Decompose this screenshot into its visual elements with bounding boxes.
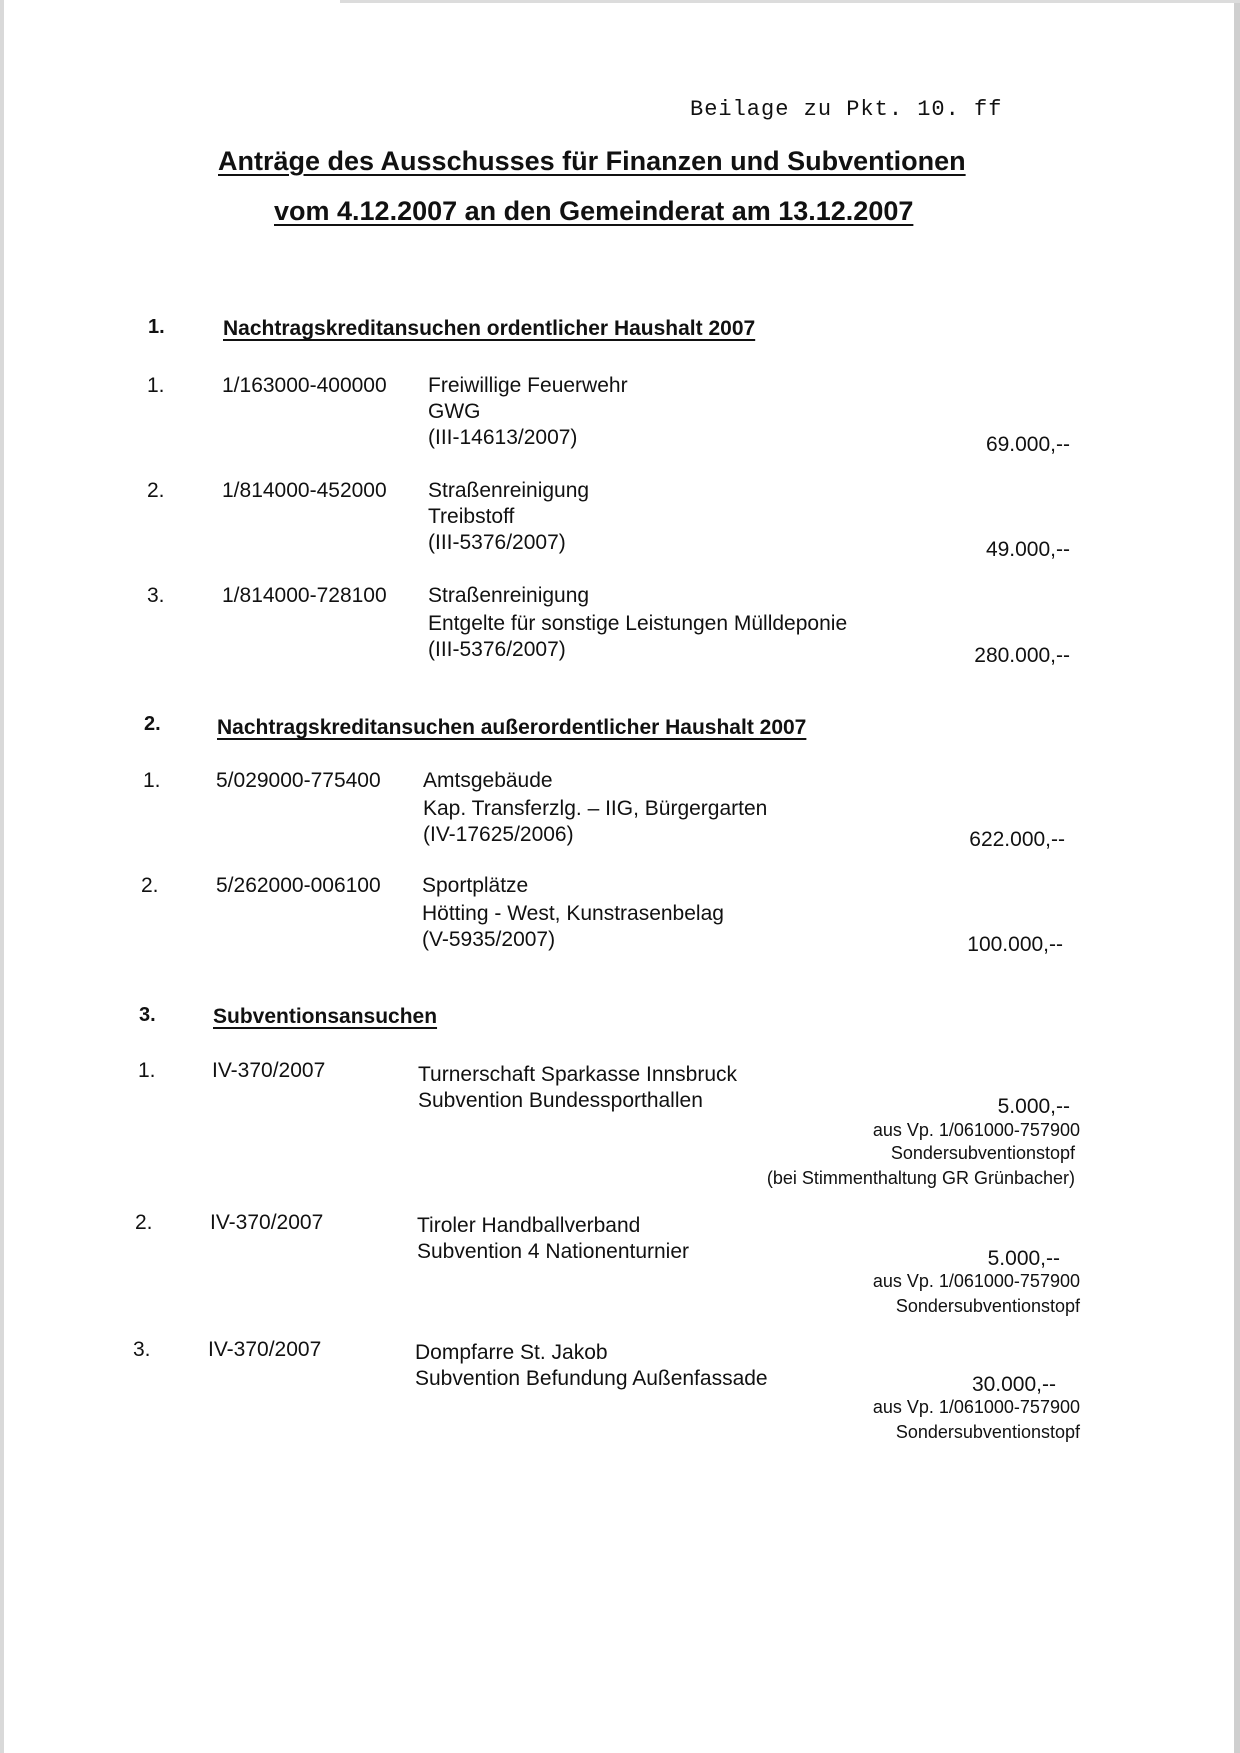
s3-item-3-line-2: Subvention Befundung Außenfassade <box>415 1367 768 1390</box>
s2-item-1-line-3: (IV-17625/2006) <box>423 823 574 846</box>
s3-item-1-line-2: Subvention Bundessporthallen <box>418 1089 703 1112</box>
s1-item-2-code: 1/814000-452000 <box>222 479 387 502</box>
s1-item-3-line-3: (III-5376/2007) <box>428 638 566 661</box>
s2-item-2-number: 2. <box>141 874 159 897</box>
s3-item-2-note-1: aus Vp. 1/061000-757900 <box>872 1271 1080 1291</box>
s3-item-1-line-1: Turnerschaft Sparkasse Innsbruck <box>418 1063 738 1086</box>
s1-item-2-line-3: (III-5376/2007) <box>428 531 566 554</box>
s2-item-1-amount: 622.000,-- <box>969 828 1065 851</box>
s3-item-1-amount: 5.000,-- <box>997 1095 1070 1118</box>
s1-item-3-line-2: Entgelte für sonstige Leistungen Mülldeponie <box>428 612 848 635</box>
s2-item-2-amount: 100.000,-- <box>967 933 1063 956</box>
section-1-number: 1. <box>148 316 165 338</box>
s3-item-3-number: 3. <box>133 1338 151 1361</box>
section-3-number: 3. <box>139 1004 156 1026</box>
s3-item-3-note-2: Sondersubventionstopf <box>895 1422 1080 1442</box>
s3-item-2-note-2: Sondersubventionstopf <box>895 1296 1080 1316</box>
attachment-reference: Beilage zu Pkt. 10. ff <box>690 97 1003 122</box>
scan-edge-top <box>340 0 1240 3</box>
s3-item-3-code: IV-370/2007 <box>208 1338 322 1361</box>
section-2-number: 2. <box>144 713 161 735</box>
s1-item-1-line-1: Freiwillige Feuerwehr <box>428 374 628 397</box>
s1-item-3-amount: 280.000,-- <box>974 644 1070 667</box>
s3-item-1-note-2: Sondersubventionstopf <box>890 1143 1075 1163</box>
s3-item-3-line-1: Dompfarre St. Jakob <box>415 1341 608 1364</box>
s3-item-2-number: 2. <box>135 1211 153 1234</box>
s3-item-1-note-1: aus Vp. 1/061000-757900 <box>872 1120 1080 1140</box>
s1-item-1-amount: 69.000,-- <box>985 433 1070 456</box>
s2-item-1-code: 5/029000-775400 <box>216 769 381 792</box>
s1-item-2-number: 2. <box>147 479 165 502</box>
s1-item-3-code: 1/814000-728100 <box>222 584 387 607</box>
s1-item-1-line-3: (III-14613/2007) <box>428 426 578 449</box>
s3-item-3-note-1: aus Vp. 1/061000-757900 <box>872 1397 1080 1417</box>
section-1-title: Nachtragskreditansuchen ordentlicher Haushalt 2007 <box>223 317 756 340</box>
section-3-title: Subventionsansuchen <box>213 1005 438 1028</box>
s3-item-2-line-1: Tiroler Handballverband <box>417 1214 641 1237</box>
s3-item-2-code: IV-370/2007 <box>210 1211 324 1234</box>
page-title-line-2: vom 4.12.2007 an den Gemeinderat am 13.12.2007 <box>274 196 914 226</box>
s2-item-2-code: 5/262000-006100 <box>216 874 381 897</box>
s1-item-3-line-1: Straßenreinigung <box>428 584 590 607</box>
s2-item-2-line-2: Hötting - West, Kunstrasenbelag <box>422 902 724 925</box>
s1-item-3-number: 3. <box>147 584 165 607</box>
s3-item-1-code: IV-370/2007 <box>212 1059 326 1082</box>
s3-item-1-note-3: (bei Stimmenthaltung GR Grünbacher) <box>766 1168 1075 1188</box>
s1-item-1-line-2: GWG <box>428 400 481 423</box>
s2-item-1-line-1: Amtsgebäude <box>423 769 553 792</box>
s1-item-2-line-2: Treibstoff <box>428 505 515 528</box>
s1-item-1-number: 1. <box>147 374 165 397</box>
s3-item-2-line-2: Subvention 4 Nationenturnier <box>417 1240 690 1263</box>
s3-item-3-amount: 30.000,-- <box>971 1373 1056 1396</box>
scan-edge-right <box>1234 0 1240 1753</box>
s3-item-1-number: 1. <box>138 1059 156 1082</box>
s2-item-2-line-1: Sportplätze <box>422 874 529 897</box>
s2-item-2-line-3: (V-5935/2007) <box>422 928 556 951</box>
s1-item-2-amount: 49.000,-- <box>985 538 1070 561</box>
s1-item-1-code: 1/163000-400000 <box>222 374 387 397</box>
s2-item-1-line-2: Kap. Transferzlg. – IIG, Bürgergarten <box>423 797 768 820</box>
s3-item-2-amount: 5.000,-- <box>987 1247 1060 1270</box>
page-title-line-1: Anträge des Ausschusses für Finanzen und Subventionen <box>218 146 966 176</box>
scan-edge-left <box>0 0 4 1753</box>
section-2-title: Nachtragskreditansuchen außerordentlicher Haushalt 2007 <box>217 716 807 739</box>
s2-item-1-number: 1. <box>143 769 161 792</box>
s1-item-2-line-1: Straßenreinigung <box>428 479 590 502</box>
